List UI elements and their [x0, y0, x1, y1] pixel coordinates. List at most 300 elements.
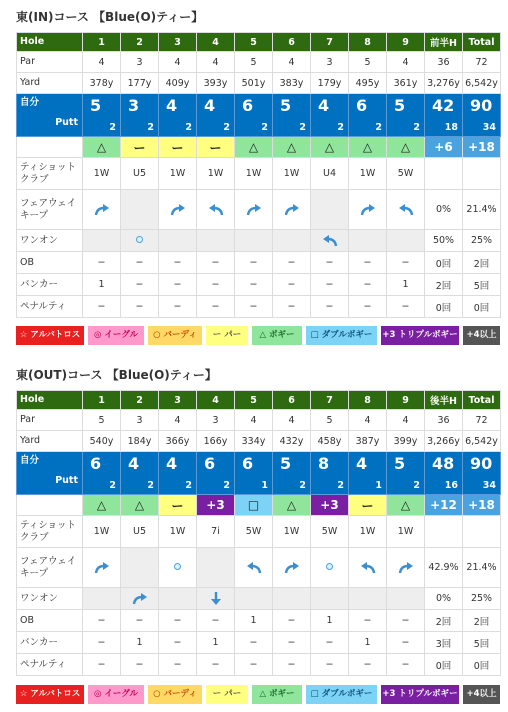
bunker-row-cell: −: [159, 632, 197, 654]
tee-club-row-cell: [463, 516, 501, 548]
bunker-row-cell: −: [349, 274, 387, 296]
score-wrap: [349, 452, 386, 494]
penalty-row-cell: −: [349, 654, 387, 676]
score-wrap: [273, 452, 310, 494]
par-row-cell: 5: [83, 410, 121, 431]
score-wrap: [159, 94, 196, 136]
penalty-row-cell: 0回: [463, 654, 501, 676]
arrow-right-icon: [159, 204, 196, 216]
putt-count: 2: [337, 122, 344, 133]
par-row-cell: 5: [235, 52, 273, 73]
tee-club-row-cell: 1W: [273, 516, 311, 548]
hole-number: 2: [121, 391, 159, 410]
par-row-cell: 5: [311, 410, 349, 431]
ob-row: [17, 610, 501, 632]
arrow-left-icon: [197, 204, 234, 216]
par-row-cell: 4: [235, 410, 273, 431]
stroke-count: 6: [356, 96, 368, 115]
score-wrap: [425, 452, 462, 494]
stroke-count: 5: [280, 96, 292, 115]
penalty-row-cell: −: [349, 296, 387, 318]
fairway-cell: 21.4%: [463, 548, 501, 588]
bunker-row-cell: −: [311, 274, 349, 296]
legend-item: △ ボギー: [252, 326, 302, 345]
ob-row-cell: −: [387, 252, 425, 274]
yard-row-cell: 432y: [273, 431, 311, 452]
one-on-cell: [235, 230, 273, 252]
hole-number: 4: [197, 391, 235, 410]
hole-number: 3: [159, 33, 197, 52]
score-cell: [387, 452, 425, 495]
fairway-cell: [121, 548, 159, 588]
putt-label: Putt: [55, 117, 78, 128]
score-legend: [16, 326, 500, 345]
penalty-row-cell: −: [83, 654, 121, 676]
yard-row-label: Yard: [17, 73, 83, 94]
penalty-row: [17, 654, 501, 676]
par-row-cell: 4: [83, 52, 121, 73]
result-cell: +18: [463, 137, 501, 158]
par-row-cell: 36: [425, 52, 463, 73]
yard-row-cell: 399y: [387, 431, 425, 452]
score-legend: [16, 685, 500, 704]
putt-count: 16: [444, 480, 458, 491]
score-cell: [159, 94, 197, 137]
legend-item: ○ バーディ: [148, 326, 202, 345]
legend-item: □ ダブルボギー: [306, 326, 377, 345]
yard-row-cell: 361y: [387, 73, 425, 94]
hole-number: Total: [463, 391, 501, 410]
bunker-row-cell: 3回: [425, 632, 463, 654]
par-row: [17, 52, 501, 73]
yard-row-cell: 166y: [197, 431, 235, 452]
yard-row-cell: 495y: [349, 73, 387, 94]
penalty-row-cell: −: [197, 654, 235, 676]
tee-club-row-cell: 1W: [83, 158, 121, 190]
putt-count: 2: [223, 122, 230, 133]
tee-club-row: [17, 516, 501, 548]
putt-count: 1: [261, 480, 268, 491]
result-row: [17, 495, 501, 516]
penalty-row-cell: 0回: [463, 296, 501, 318]
result-cell: △: [273, 137, 311, 158]
ob-row-cell: 2回: [425, 610, 463, 632]
putt-count: 2: [375, 122, 382, 133]
arrow-right-icon: [387, 562, 424, 574]
arrow-right-icon: [273, 204, 310, 216]
score-wrap: [349, 94, 386, 136]
one-on-label: ワンオン: [17, 230, 83, 252]
one-on-cell: [387, 588, 425, 610]
fairway-cell: [387, 548, 425, 588]
score-cell: [121, 452, 159, 495]
fairway-cell: 21.4%: [463, 190, 501, 230]
penalty-row-cell: −: [387, 654, 425, 676]
par-row-cell: 72: [463, 52, 501, 73]
tee-club-row-cell: 1W: [273, 158, 311, 190]
tee-club-row-cell: 5W: [235, 516, 273, 548]
par-row-cell: 4: [159, 52, 197, 73]
bunker-row-cell: 1: [349, 632, 387, 654]
ob-row-cell: −: [197, 610, 235, 632]
stroke-count: 5: [90, 96, 102, 115]
bunker-row-cell: 1: [121, 632, 159, 654]
ob-row-cell: −: [311, 252, 349, 274]
stroke-count: 6: [204, 454, 216, 473]
stroke-count: 8: [318, 454, 330, 473]
one-on-cell: [121, 588, 159, 610]
par-row-cell: 3: [121, 410, 159, 431]
tee-club-row-cell: 1W: [197, 158, 235, 190]
putt-count: 1: [375, 480, 382, 491]
stroke-count: 90: [470, 454, 493, 473]
course-title: 東(IN)コース 【Blue(O)ティー】: [16, 10, 204, 24]
fairway-cell: [311, 548, 349, 588]
ob-row-label: OB: [17, 252, 83, 274]
score-wrap: [273, 94, 310, 136]
tee-club-row-label: ティショット クラブ: [17, 158, 83, 190]
my-score-label: 自分: [20, 455, 40, 466]
stroke-count: 5: [280, 454, 292, 473]
fairway-cell: [349, 190, 387, 230]
bunker-row-cell: −: [273, 274, 311, 296]
yard-row-cell: 6,542y: [463, 73, 501, 94]
penalty-row-cell: −: [197, 296, 235, 318]
result-cell: △: [83, 495, 121, 516]
score-cell: [349, 94, 387, 137]
tee-club-row-cell: 1W: [349, 516, 387, 548]
hole-number: 1: [83, 33, 121, 52]
yard-row-label: Yard: [17, 431, 83, 452]
stroke-count: 42: [432, 96, 455, 115]
fairway-cell: [387, 190, 425, 230]
putt-count: 34: [482, 480, 496, 491]
circle-icon: [136, 236, 143, 243]
par-row-cell: 3: [121, 52, 159, 73]
one-on-cell: [159, 588, 197, 610]
penalty-row-cell: −: [273, 296, 311, 318]
putt-count: 2: [109, 122, 116, 133]
my-score-label-cell: [17, 452, 83, 495]
ob-row-cell: −: [273, 610, 311, 632]
result-cell: +12: [425, 495, 463, 516]
par-row-cell: 4: [387, 410, 425, 431]
penalty-row-cell: −: [159, 654, 197, 676]
stroke-count: 48: [432, 454, 455, 473]
bunker-row-cell: −: [387, 632, 425, 654]
score-cell: [311, 94, 349, 137]
hole-number: 6: [273, 391, 311, 410]
result-cell: △: [349, 137, 387, 158]
score-cell: [121, 94, 159, 137]
hole-header-row: [17, 391, 501, 410]
yard-row-cell: 3,266y: [425, 431, 463, 452]
course-title: 東(OUT)コース 【Blue(O)ティー】: [16, 368, 217, 382]
score-cell: [273, 94, 311, 137]
tee-club-row-cell: 1W: [159, 516, 197, 548]
tee-club-row-cell: U5: [121, 516, 159, 548]
penalty-row-cell: −: [311, 296, 349, 318]
arrow-right-icon: [83, 562, 120, 574]
score-cell: [463, 94, 501, 137]
legend-item: □ ダブルボギー: [306, 685, 377, 704]
score-cell: [311, 452, 349, 495]
yard-row-cell: 393y: [197, 73, 235, 94]
score-wrap: [463, 452, 500, 494]
yard-row-cell: 409y: [159, 73, 197, 94]
score-cell: [349, 452, 387, 495]
one-on-cell: [83, 230, 121, 252]
putt-count: 2: [299, 122, 306, 133]
yard-row-cell: 378y: [83, 73, 121, 94]
hole-number: 5: [235, 33, 273, 52]
ob-row-cell: 1: [235, 610, 273, 632]
yard-row-cell: 334y: [235, 431, 273, 452]
yard-row-cell: 366y: [159, 431, 197, 452]
tee-club-row: [17, 158, 501, 190]
my-score-label-cell: [17, 94, 83, 137]
tee-club-row-cell: [463, 158, 501, 190]
arrow-down-icon: [197, 592, 234, 606]
score-cell: [425, 452, 463, 495]
ob-row-cell: −: [159, 610, 197, 632]
hole-number: 9: [387, 391, 425, 410]
bunker-row-cell: 1: [197, 632, 235, 654]
fairway-cell: [83, 548, 121, 588]
score-wrap: [387, 94, 424, 136]
score-wrap: [463, 94, 500, 136]
result-cell: △: [121, 495, 159, 516]
fairway-cell: 42.9%: [425, 548, 463, 588]
circle-icon: [326, 563, 333, 570]
result-cell: +3: [197, 495, 235, 516]
stroke-count: 90: [470, 96, 493, 115]
score-wrap: [235, 452, 272, 494]
yard-row-cell: 179y: [311, 73, 349, 94]
arrow-right-icon: [121, 593, 158, 605]
bunker-row: [17, 632, 501, 654]
one-on-cell: 25%: [463, 230, 501, 252]
arrow-right-icon: [83, 204, 120, 216]
hole-number: Total: [463, 33, 501, 52]
hole-number: 8: [349, 391, 387, 410]
legend-item: +4以上: [463, 326, 500, 345]
arrow-left-icon: [311, 235, 348, 247]
ob-row-cell: −: [197, 252, 235, 274]
stroke-count: 6: [90, 454, 102, 473]
putt-count: 2: [185, 122, 192, 133]
tee-club-row-cell: [425, 158, 463, 190]
bunker-row-cell: 2回: [425, 274, 463, 296]
hole-header-row: [17, 33, 501, 52]
result-cell: ー: [197, 137, 235, 158]
hole-number: 後半H: [425, 391, 463, 410]
result-cell: +3: [311, 495, 349, 516]
putt-count: 2: [337, 480, 344, 491]
result-cell: ー: [159, 137, 197, 158]
fairway-cell: [235, 548, 273, 588]
result-cell: △: [273, 495, 311, 516]
result-cell: ー: [159, 495, 197, 516]
fairway-cell: [159, 548, 197, 588]
result-cell: □: [235, 495, 273, 516]
bunker-row-cell: 1: [83, 274, 121, 296]
circle-icon: [174, 563, 181, 570]
score-cell: [387, 94, 425, 137]
par-row-cell: 72: [463, 410, 501, 431]
one-on-cell: [159, 230, 197, 252]
my-score-label: 自分: [20, 97, 40, 108]
fairway-cell: 0%: [425, 190, 463, 230]
stroke-count: 5: [394, 454, 406, 473]
stroke-count: 4: [318, 96, 330, 115]
tee-club-row-cell: U4: [311, 158, 349, 190]
penalty-row-cell: −: [159, 296, 197, 318]
par-row-cell: 4: [197, 52, 235, 73]
fairway-keep-label: フェアウェイ キープ: [17, 190, 83, 230]
ob-row-cell: −: [121, 252, 159, 274]
hole-number: 2: [121, 33, 159, 52]
legend-item: ☆ アルバトロス: [16, 326, 84, 345]
bunker-row-label: バンカー: [17, 274, 83, 296]
putt-count: 2: [147, 122, 154, 133]
bunker-row-cell: −: [311, 632, 349, 654]
ob-row-cell: −: [387, 610, 425, 632]
stroke-count: 4: [166, 454, 178, 473]
penalty-row-cell: 0回: [425, 654, 463, 676]
scorecard-table: [16, 32, 501, 318]
ob-row-cell: −: [235, 252, 273, 274]
tee-club-row-cell: 1W: [83, 516, 121, 548]
putt-label: Putt: [55, 475, 78, 486]
bunker-row-cell: 5回: [463, 274, 501, 296]
penalty-row-label: ペナルティ: [17, 654, 83, 676]
legend-item: +3 トリプルボギー: [381, 326, 459, 345]
ob-row-cell: −: [159, 252, 197, 274]
yard-row-cell: 540y: [83, 431, 121, 452]
putt-count: 18: [444, 122, 458, 133]
hole-number: 前半H: [425, 33, 463, 52]
penalty-row-cell: −: [273, 654, 311, 676]
score-cell: [159, 452, 197, 495]
penalty-row: [17, 296, 501, 318]
tee-club-row-cell: 5W: [387, 158, 425, 190]
arrow-right-icon: [349, 204, 386, 216]
legend-item: +4以上: [463, 685, 500, 704]
yard-row-cell: 3,276y: [425, 73, 463, 94]
putt-count: 2: [413, 122, 420, 133]
yard-row: [17, 73, 501, 94]
fairway-cell: [121, 190, 159, 230]
par-row: [17, 410, 501, 431]
one-on-cell: 25%: [463, 588, 501, 610]
legend-item: +3 トリプルボギー: [381, 685, 459, 704]
my-score-row: [17, 94, 501, 137]
par-row-cell: 3: [197, 410, 235, 431]
ob-row: [17, 252, 501, 274]
score-wrap: [159, 452, 196, 494]
tee-club-row-cell: U5: [121, 158, 159, 190]
ob-row-cell: 0回: [425, 252, 463, 274]
yard-row-cell: 387y: [349, 431, 387, 452]
tee-club-row-cell: 7i: [197, 516, 235, 548]
bunker-row-cell: −: [197, 274, 235, 296]
fairway-cell: [235, 190, 273, 230]
score-cell: [273, 452, 311, 495]
tee-club-row-cell: 5W: [311, 516, 349, 548]
putt-count: 34: [482, 122, 496, 133]
score-wrap: [121, 94, 158, 136]
one-on-row: [17, 588, 501, 610]
legend-item: △ ボギー: [252, 685, 302, 704]
yard-row-cell: 383y: [273, 73, 311, 94]
yard-row: [17, 431, 501, 452]
ob-row-cell: −: [83, 252, 121, 274]
hole-label: Hole: [17, 33, 83, 52]
fairway-cell: [273, 548, 311, 588]
score-wrap: [425, 94, 462, 136]
score-cell: [463, 452, 501, 495]
one-on-row: [17, 230, 501, 252]
par-row-cell: 4: [349, 410, 387, 431]
fairway-cell: [311, 190, 349, 230]
score-wrap: [311, 94, 348, 136]
score-cell: [197, 94, 235, 137]
fairway-cell: [159, 190, 197, 230]
putt-count: 2: [109, 480, 116, 491]
arrow-left-icon: [235, 562, 272, 574]
score-wrap: [83, 94, 120, 136]
bunker-row-cell: −: [159, 274, 197, 296]
putt-count: 2: [147, 480, 154, 491]
one-on-cell: 50%: [425, 230, 463, 252]
bunker-row-cell: −: [121, 274, 159, 296]
arrow-left-icon: [349, 562, 386, 574]
result-cell: +18: [463, 495, 501, 516]
one-on-cell: [197, 588, 235, 610]
putt-count: 2: [185, 480, 192, 491]
par-row-cell: 5: [349, 52, 387, 73]
ob-row-cell: −: [121, 610, 159, 632]
score-wrap: [387, 452, 424, 494]
one-on-label: ワンオン: [17, 588, 83, 610]
penalty-row-cell: −: [311, 654, 349, 676]
score-wrap: [311, 452, 348, 494]
one-on-cell: [83, 588, 121, 610]
putt-count: 2: [223, 480, 230, 491]
stroke-count: 6: [242, 454, 254, 473]
legend-item: ○ バーディ: [148, 685, 202, 704]
yard-row-cell: 458y: [311, 431, 349, 452]
one-on-cell: [273, 230, 311, 252]
penalty-row-cell: −: [121, 654, 159, 676]
ob-row-cell: −: [273, 252, 311, 274]
one-on-cell: [387, 230, 425, 252]
hole-number: 7: [311, 33, 349, 52]
yard-row-cell: 501y: [235, 73, 273, 94]
hole-number: 9: [387, 33, 425, 52]
one-on-cell: [349, 588, 387, 610]
bunker-row-cell: −: [235, 274, 273, 296]
bunker-row-cell: 1: [387, 274, 425, 296]
fairway-keep-row: [17, 190, 501, 230]
one-on-cell: [311, 230, 349, 252]
one-on-cell: [121, 230, 159, 252]
ob-row-cell: −: [349, 252, 387, 274]
one-on-cell: 0%: [425, 588, 463, 610]
fairway-cell: [83, 190, 121, 230]
penalty-row-label: ペナルティ: [17, 296, 83, 318]
